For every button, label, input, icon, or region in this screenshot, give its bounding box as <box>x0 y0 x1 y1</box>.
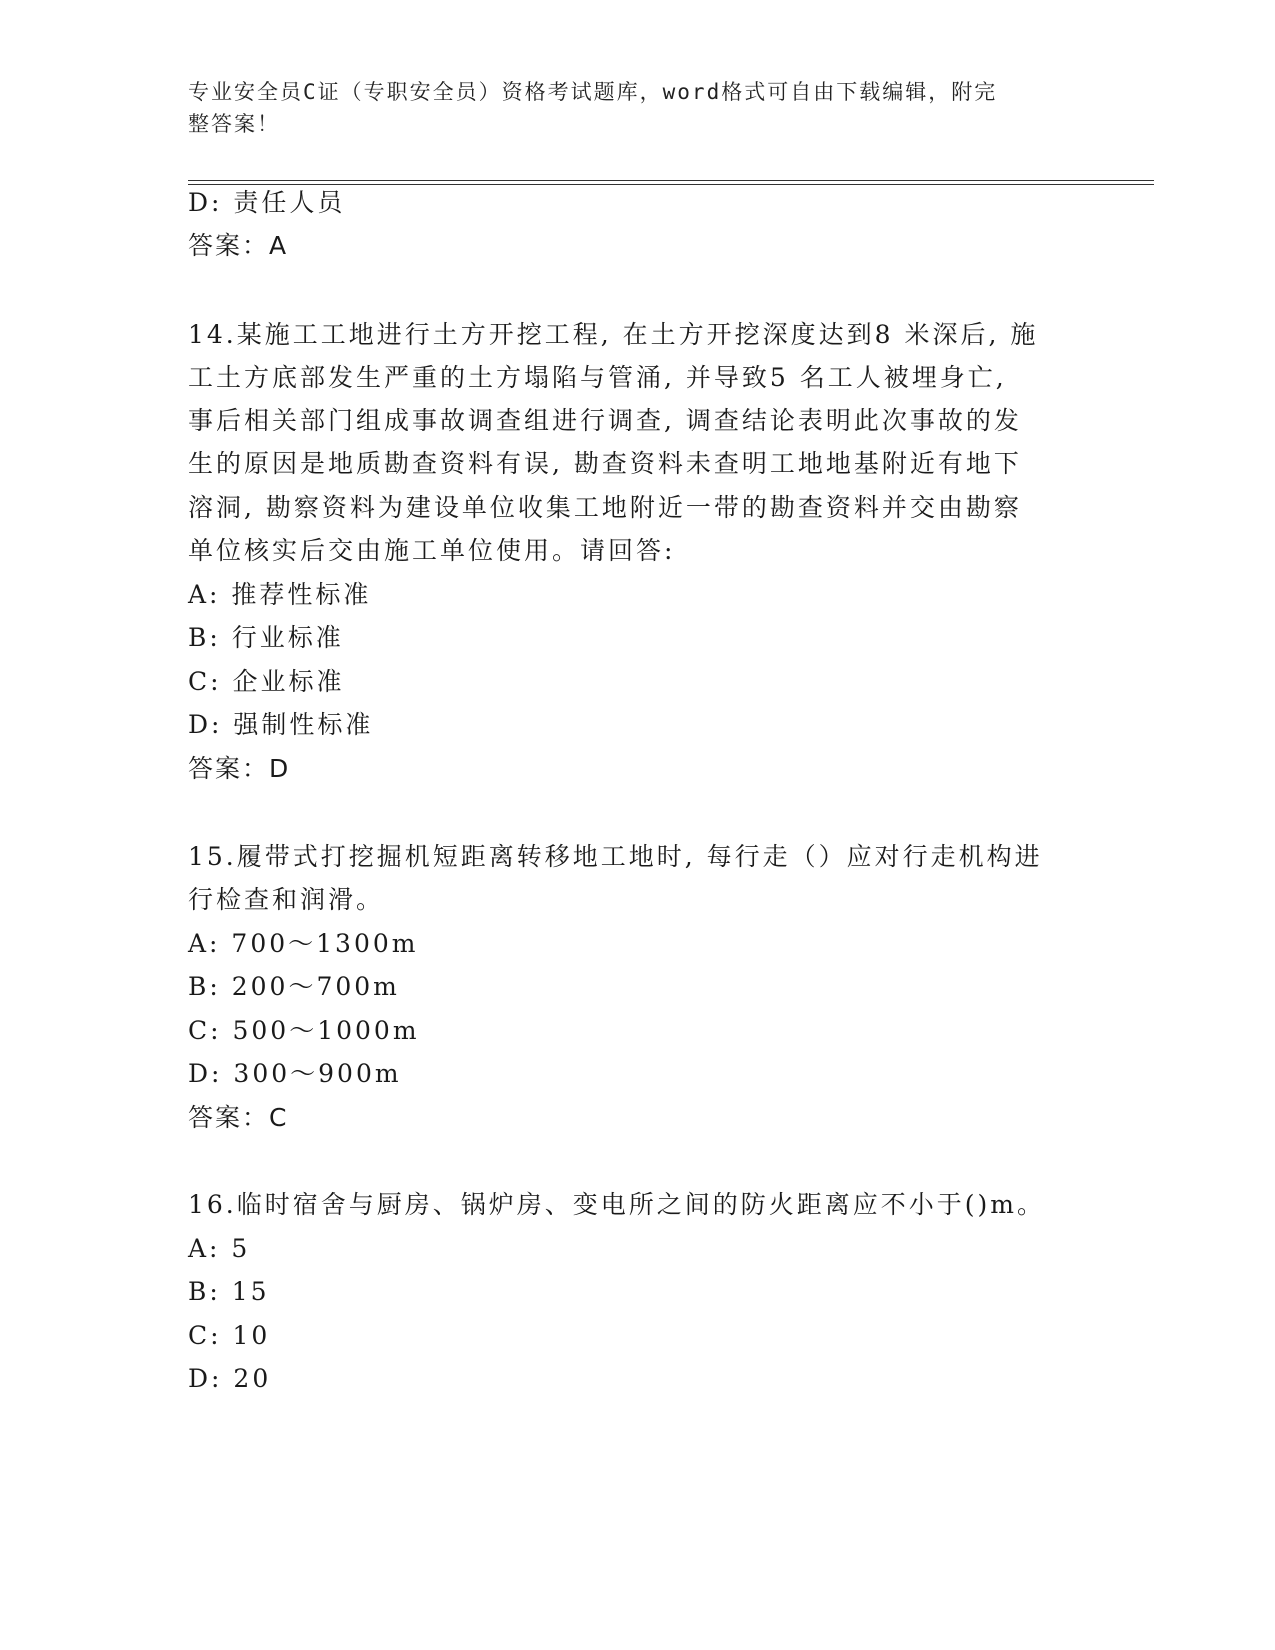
q16-option-c: C: 10 <box>188 1321 271 1350</box>
header-rule-top <box>188 180 1154 181</box>
q14-line: 14.某施工工地进行土方开挖工程, 在土方开挖深度达到8 米深后, 施 <box>188 320 1039 349</box>
q14-option-d: D: 强制性标准 <box>188 710 374 739</box>
prev-answer: 答案：A <box>188 231 289 260</box>
document-header <box>188 76 1088 140</box>
q14-answer: 答案：D <box>188 754 291 783</box>
q14-option-a: A: 推荐性标准 <box>188 580 372 609</box>
q15-line: 行检查和润滑。 <box>188 885 385 914</box>
q14-line: 工土方底部发生严重的土方塌陷与管涌, 并导致5 名工人被埋身亡, <box>188 363 1007 392</box>
q15-line: 15.履带式打挖掘机短距离转移地工地时, 每行走（）应对行走机构进 <box>188 842 1043 871</box>
header-line-1: 专业安全员C证（专职安全员）资格考试题库，word格式可自由下载编辑，附完 <box>188 80 998 104</box>
q15-option-d: D: 300～900m <box>188 1059 402 1088</box>
q14-line: 溶洞, 勘察资料为建设单位收集工地附近一带的勘查资料并交由勘察 <box>188 493 1022 522</box>
q16-option-d: D: 20 <box>188 1364 272 1393</box>
header-rule-bottom <box>188 184 1154 185</box>
q15-option-a: A: 700～1300m <box>188 929 419 958</box>
q14-line: 单位核实后交由施工单位使用。请回答: <box>188 536 676 565</box>
header-line-2: 整答案！ <box>188 112 280 136</box>
q16-option-b: B: 15 <box>188 1277 270 1306</box>
q14-option-b: B: 行业标准 <box>188 623 344 652</box>
prev-option-d: D: 责任人员 <box>188 188 346 217</box>
q15-option-b: B: 200～700m <box>188 972 400 1001</box>
q14-line: 事后相关部门组成事故调查组进行调查, 调查结论表明此次事故的发 <box>188 406 1022 435</box>
q15-option-c: C: 500～1000m <box>188 1016 420 1045</box>
q14-option-c: C: 企业标准 <box>188 667 345 696</box>
q15-answer: 答案：C <box>188 1103 289 1132</box>
q16-option-a: A: 5 <box>188 1234 251 1263</box>
q16-line: 16.临时宿舍与厨房、锅炉房、变电所之间的防火距离应不小于()m。 <box>188 1190 1045 1219</box>
q14-line: 生的原因是地质勘查资料有误, 勘查资料未查明工地地基附近有地下 <box>188 449 1022 478</box>
